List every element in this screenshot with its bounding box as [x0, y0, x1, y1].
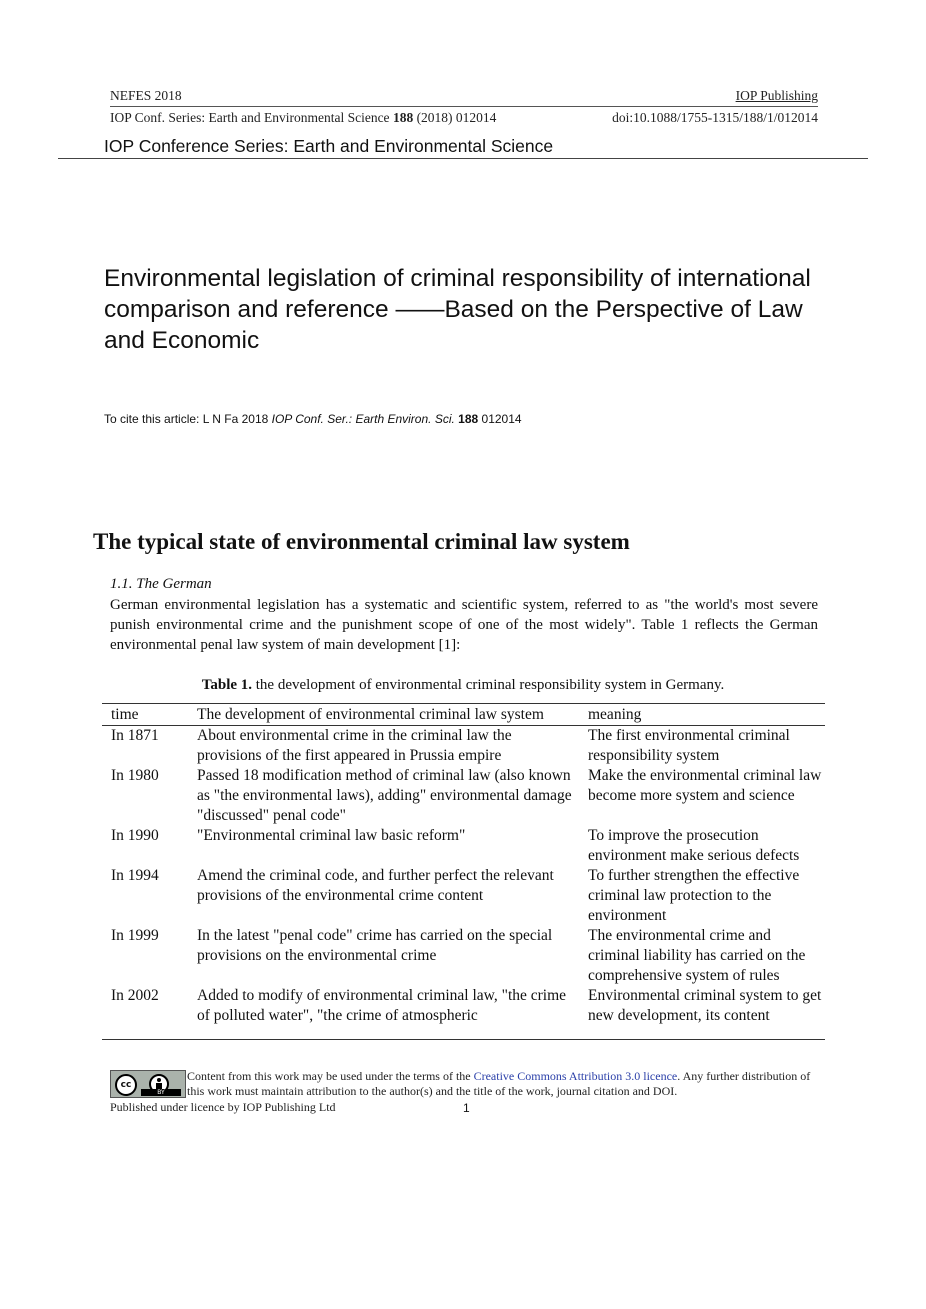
table-bottom-rule: [102, 1039, 825, 1040]
table-cell-development: Passed 18 modification method of criminal law (also known as "the environmental laws), adding" environmental damage "discussed" penal code": [197, 767, 572, 824]
table-row: [102, 766, 825, 826]
page-number: 1: [463, 1101, 470, 1115]
table-header-development: The development of environmental criminal law system: [197, 703, 588, 726]
citation-article: 012014: [478, 412, 522, 426]
table-caption: [0, 677, 926, 694]
table-cell-development: Amend the criminal code, and further perfect the relevant provisions of the environmental crime content: [197, 867, 554, 904]
article-title: Environmental legislation of criminal responsibility of international comparison and reference ——Based on the Perspective of Law and Economic: [104, 265, 811, 354]
table-row: [102, 866, 825, 926]
citation-line: [104, 412, 522, 426]
published-under-licence: Published under licence by IOP Publishing Ltd: [110, 1100, 336, 1114]
citation-prefix: To cite this article: L N Fa 2018: [104, 412, 272, 426]
header-divider: [110, 106, 818, 107]
table-cell-development: In the latest "penal code" crime has carried on the special provisions on the environmental crime: [197, 927, 553, 964]
license-suffix: . Any further distribution of this work must maintain attribution to the author(s) and the title of the work, journal citation and DOI.: [187, 1069, 811, 1098]
table-row: [102, 986, 825, 1026]
table-cell-meaning: To improve the prosecution environment make serious defects: [588, 827, 800, 864]
table-cell-development: About environmental crime in the criminal law the provisions of the first appeared in Prussia empire: [197, 727, 512, 764]
license-link[interactable]: Creative Commons Attribution 3.0 licence: [473, 1069, 678, 1083]
table-cell-development: "Environmental criminal law basic reform": [197, 827, 466, 844]
development-table: [102, 703, 825, 1026]
table-row: [102, 726, 825, 767]
header-publisher-link[interactable]: IOP Publishing: [735, 88, 818, 103]
table-cell-time: In 1990: [111, 827, 159, 844]
table-cell-time: In 1871: [111, 727, 159, 744]
section-heading: The typical state of environmental criminal law system: [93, 529, 630, 554]
by-label: BY: [141, 1089, 181, 1096]
table-cell-time: In 1980: [111, 767, 159, 784]
table-header-time: time: [102, 703, 197, 726]
table-cell-meaning: The first environmental criminal responsibility system: [588, 727, 790, 764]
table-caption-label: Table 1.: [201, 677, 253, 693]
intro-paragraph: German environmental legislation has a systematic and scientific system, referred to as "the world's most severe punish environmental crime and the punishment scope of one of the most widely". Table 1 reflects the German environmental penal law system of main development [1]:: [110, 597, 818, 653]
table-cell-meaning: Environmental criminal system to get new development, its content: [588, 987, 822, 1024]
table-cell-meaning: Make the environmental criminal law become more system and science: [588, 767, 822, 804]
table-container: [102, 703, 825, 1040]
table-cell-meaning: To further strengthen the effective criminal law protection to the environment: [588, 867, 800, 924]
header-series-prefix: IOP Conf. Series: Earth and Environmental Science: [110, 110, 393, 125]
header-series: [110, 110, 496, 126]
header-conference: NEFES 2018: [110, 88, 182, 103]
table-cell-time: In 2002: [111, 987, 159, 1004]
journal-rule: [58, 158, 868, 159]
table-cell-meaning: The environmental crime and criminal liability has carried on the comprehensive system of rules: [588, 927, 806, 984]
citation-journal: IOP Conf. Ser.: Earth Environ. Sci.: [271, 412, 455, 426]
citation-volume: 188: [458, 412, 479, 426]
license-prefix: Content from this work may be used under the terms of the: [187, 1069, 474, 1083]
table-cell-development: Added to modify of environmental criminal law, "the crime of polluted water", "the crime of atmospheric: [197, 987, 567, 1024]
table-header-row: [102, 703, 825, 726]
header-volume: 188: [392, 110, 414, 125]
cc-by-license-badge[interactable]: [110, 1070, 186, 1098]
table-caption-text: the development of environmental criminal responsibility system in Germany.: [252, 677, 725, 693]
table-row: [102, 926, 825, 986]
subsection-heading: 1.1. The German: [110, 576, 212, 592]
header-year-article: (2018) 012014: [413, 110, 497, 125]
journal-name: IOP Conference Series: Earth and Environmental Science: [104, 136, 554, 156]
table-cell-time: In 1994: [111, 867, 159, 884]
table-header-meaning: meaning: [588, 703, 825, 726]
header-doi: doi:10.1088/1755-1315/188/1/012014: [612, 110, 818, 125]
cc-icon: cc: [115, 1074, 137, 1096]
license-text: [187, 1069, 827, 1099]
table-row: [102, 826, 825, 866]
table-cell-time: In 1999: [111, 927, 159, 944]
